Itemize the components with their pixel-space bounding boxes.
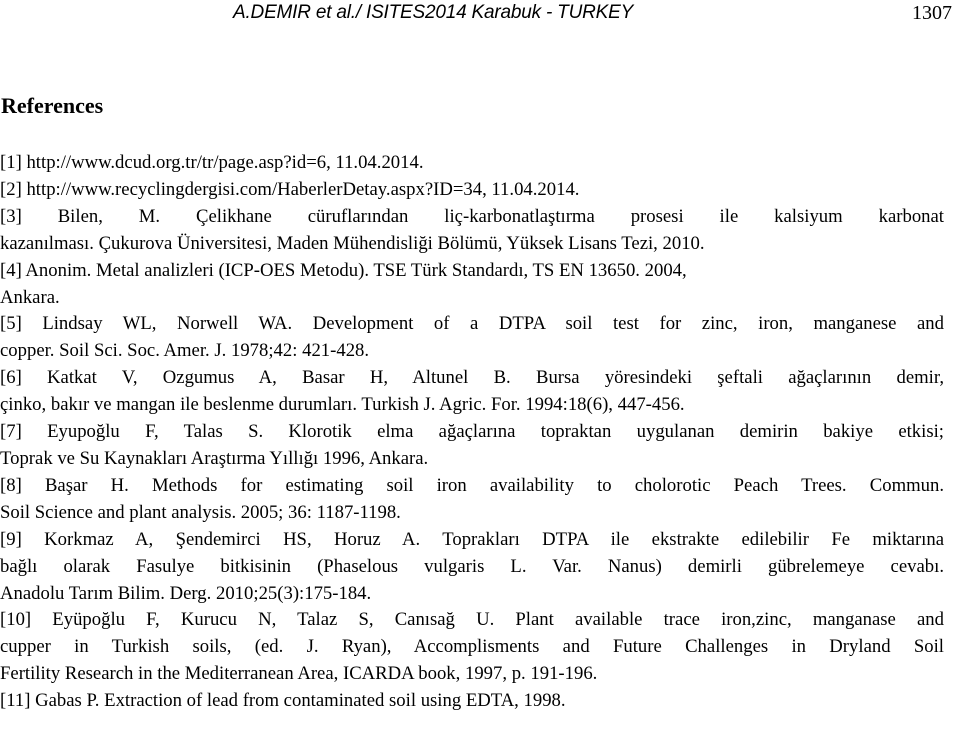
- reference-line: [5] Lindsay WL, Norwell WA. Development of a DTPA soil test for zinc, iron, manganese and: [0, 313, 944, 335]
- reference-line: [6] Katkat V, Ozgumus A, Basar H, Altunel B. Bursa yöresindeki şeftali ağaçlarının demir,: [0, 367, 944, 389]
- reference-item-5: [0, 311, 944, 365]
- reference-line: çinko, bakır ve mangan ile beslenme durumları. Turkish J. Agric. For. 1994:18(6), 447-456.: [0, 394, 685, 416]
- reference-item-7: [0, 419, 944, 473]
- reference-line: Ankara.: [0, 286, 60, 308]
- reference-line: copper. Soil Sci. Soc. Amer. J. 1978;42: 421-428.: [0, 340, 370, 362]
- reference-line: kazanılması. Çukurova Üniversitesi, Maden Mühendisliği Bölümü, Yüksek Lisans Tezi, 2010.: [0, 232, 705, 254]
- references-heading: References: [1, 93, 104, 118]
- reference-line: [9] Korkmaz A, Şendemirci HS, Horuz A. Toprakları DTPA ile ekstrakte edilebilir Fe miktarına: [0, 528, 944, 550]
- reference-item-8: [0, 473, 944, 527]
- reference-line: [3] Bilen, M. Çelikhane cüruflarından liç-karbonatlaştırma prosesi ile kalsiyum karbonat: [0, 205, 944, 227]
- reference-line: [10] Eyüpoğlu F, Kurucu N, Talaz S, Canısağ U. Plant available trace iron,zinc, manganase and: [0, 609, 944, 631]
- reference-item-2: [0, 177, 944, 204]
- reference-line: cupper in Turkish soils, (ed. J. Ryan), Accomplisments and Future Challenges in Dryland Soil: [0, 636, 944, 658]
- reference-item-1: [0, 150, 944, 177]
- reference-line: [4] Anonim. Metal analizleri (ICP-OES Metodu). TSE Türk Standardı, TS EN 13650. 2004,: [0, 259, 687, 281]
- reference-item-4: [0, 258, 944, 312]
- reference-line: Soil Science and plant analysis. 2005; 36: 1187-1198.: [0, 501, 401, 523]
- reference-item-11: [0, 688, 944, 715]
- reference-item-6: [0, 365, 944, 419]
- reference-list: [0, 150, 944, 715]
- reference-item-9: [0, 527, 944, 608]
- reference-line: [1] http://www.dcud.org.tr/tr/page.asp?id=6, 11.04.2014.: [0, 152, 424, 173]
- running-header: A.DEMIR et al./ ISITES2014 Karabuk - TURKEY: [233, 2, 634, 23]
- reference-line: [2] http://www.recyclingdergisi.com/HaberlerDetay.aspx?ID=34, 11.04.2014.: [0, 178, 580, 200]
- reference-line: Toprak ve Su Kaynakları Araştırma Yıllığı 1996, Ankara.: [0, 447, 429, 469]
- reference-item-3: [0, 204, 944, 258]
- page-number: 1307: [912, 2, 952, 24]
- reference-item-10: [0, 607, 944, 688]
- reference-line: [7] Eyupoğlu F, Talas S. Klorotik elma ağaçlarına topraktan uygulanan demirin bakiye etkisi;: [0, 421, 944, 443]
- reference-line: bağlı olarak Fasulye bitkisinin (Phaselous vulgaris L. Var. Nanus) demirli gübrelemeye cevabı.: [0, 555, 944, 577]
- reference-line: Anadolu Tarım Bilim. Derg. 2010;25(3):175-184.: [0, 582, 372, 604]
- reference-line: Fertility Research in the Mediterranean Area, ICARDA book, 1997, p. 191-196.: [0, 663, 598, 685]
- reference-line: [8] Başar H. Methods for estimating soil iron availability to cholorotic Peach Trees. Commun.: [0, 474, 944, 496]
- reference-line: [11] Gabas P. Extraction of lead from contaminated soil using EDTA, 1998.: [0, 690, 566, 712]
